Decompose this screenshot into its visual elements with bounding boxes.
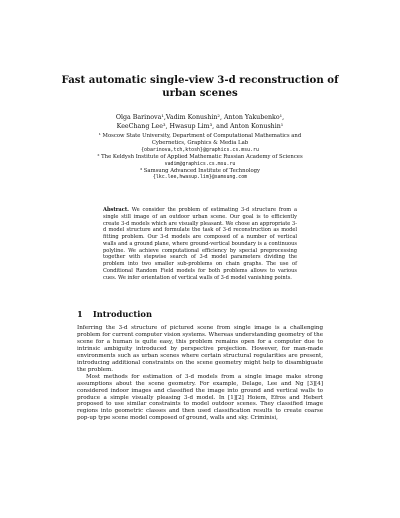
section-heading (77, 309, 152, 319)
paragraph: Inferring the 3-d structure of pictured scene from single image is a challenging problem for current computer vision systems. Whereas understanding geometry of the scene for a human is quite easy, this problem remains open for a computer due to intrinsic ambiguity introduced by perspective projection. However, for man-made environments such as urban scenes where certain structural regularities are present, introducing additional constraints on the scene geometry might help to disambiguate the problem. (77, 325, 323, 373)
authors-line-1: Olga Barinova¹,Vadim Konushin², Anton Yakubenko¹, (115, 114, 285, 121)
author-list (70, 113, 330, 131)
affiliation-line: ² The Keldysh Institute of Applied Mathematic Russian Academy of Sciences (97, 153, 303, 160)
section-number: 1 (77, 309, 83, 319)
affiliations (70, 133, 330, 181)
paper-title (60, 74, 340, 100)
affiliation-line: Cybernetics, Graphics & Media Lab (151, 139, 249, 146)
affiliation-email: {lkc.lee,hwasup.lim}@samsung.com (152, 174, 248, 181)
affiliation-line: ³ Samsung Advanced Institute of Technology (139, 167, 261, 174)
affiliation-line: ¹ Moscow State University, Department of Computational Mathematics and (98, 133, 302, 139)
abstract-text: We consider the problem of estimating 3-d structure from a single still image of an outdoor urban scene. Our goal is to efficiently create 3-d models which are visually pleasant. We chose an appropriate 3-d model structure and formulate the task of 3-d reconstruction as model fitting problem. Our 3-d models are composed of a number of vertical walls and a ground plane, where ground-vertical boundary is a continuous polyline. We achieve computational efficiency by special preprocessing together with stepwise search of 3-d model parameters dividing the problem into two smaller sub-problems on chain graphs. The use of Conditional Random Field models for both problems allows to various cues. We infer orientation of vertical walls of 3-d model vanishing points. (103, 207, 297, 281)
paragraph: Most methods for estimation of 3-d models from a single image make strong assumptions about the scene geometry. For example, Delage, Lee and Ng [3][4] considered indoor images and classified the image into ground and vertical walls to produce a simple visually pleasing 3-d model. In [1][2] Hoiem, Efros and Hebert proposed to use similar constraints to model outdoor scenes. They classified image regions into geometric classes and then used classification results to create coarse pop-up type scene model composed of ground, walls and sky. Criminisi, (77, 373, 323, 422)
affiliation-email: vadim@graphics.cs.msu.ru (164, 160, 236, 167)
title-line-1: Fast automatic single-view 3-d reconstruction of (61, 74, 339, 86)
section-title: Introduction (92, 309, 152, 319)
title-line-2: urban scenes (162, 87, 238, 99)
affiliation-email: {obarinova,tch,ktosh}@graphics.cs.msu.ru (141, 146, 259, 153)
abstract (103, 207, 297, 281)
abstract-label: Abstract. (103, 207, 129, 213)
introduction-body (77, 325, 323, 422)
authors-line-2: KeeChang Lee³, Hwasup Lim³, and Anton Konushin¹ (116, 123, 284, 130)
